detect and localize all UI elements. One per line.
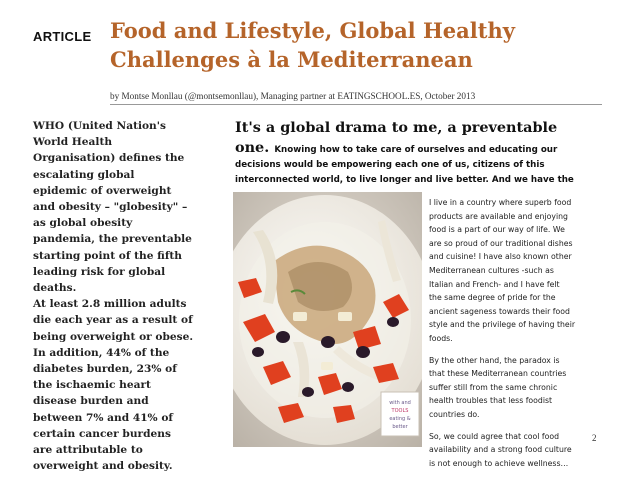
sidebar-line: leading risk for global xyxy=(33,265,166,278)
lead-line: decisions would be empowering each one of us, citizens of this xyxy=(235,160,545,170)
sticker-text: better xyxy=(392,424,408,430)
article-title xyxy=(110,16,610,74)
body-line: Italian and French- and I have felt xyxy=(429,279,560,289)
page-number: 2 xyxy=(592,433,597,443)
body-line: products are available and enjoying xyxy=(429,211,568,221)
sidebar-line: overweight and obesity. xyxy=(33,460,173,473)
body-paragraph xyxy=(429,430,601,471)
body-line: countries do. xyxy=(429,409,480,419)
header-divider xyxy=(110,104,602,105)
body-line: suffer still from the same chronic xyxy=(429,382,558,392)
sidebar-line: pandemia, the preventable xyxy=(33,233,192,246)
body-line: is not enough to achieve wellness… xyxy=(429,458,569,468)
sidebar-line: diabetes burden, 23% of xyxy=(33,363,177,376)
byline: by Montse Monllau (@montsemonllau), Managing partner at EATINGSCHOOL.ES, October 2013 xyxy=(110,91,476,101)
sidebar-line: deaths. xyxy=(33,282,77,295)
sidebar-line: escalating global xyxy=(33,168,135,181)
body-line: and cuisine! I have also known other xyxy=(429,252,572,262)
body-line: ancient sageness towards their food xyxy=(429,306,570,316)
body-paragraph xyxy=(429,196,601,346)
sidebar-line: epidemic of overweight xyxy=(33,184,172,197)
sidebar-quote xyxy=(33,118,221,474)
lead-line xyxy=(235,137,595,158)
sidebar-line: disease burden and xyxy=(33,395,149,408)
body-line: health troubles that less foodist xyxy=(429,396,553,406)
body-line: the same degree of pride for the xyxy=(429,293,556,303)
sidebar-line: the ischaemic heart xyxy=(33,379,151,392)
sidebar-line: At least 2.8 million adults xyxy=(33,298,187,311)
lead-text: Knowing how to take care of ourselves and educating our xyxy=(274,145,558,155)
body-line: style and the privilege of having their xyxy=(429,320,576,330)
lead-line: interconnected world, to live longer and live better. And we have the xyxy=(235,175,574,185)
sidebar-line: starting point of the fifth xyxy=(33,249,182,262)
sidebar-line: as global obesity xyxy=(33,217,133,230)
sidebar-line: WHO (United Nation's xyxy=(33,120,166,132)
salad-plate-image xyxy=(233,192,422,447)
body-line: foods. xyxy=(429,333,453,343)
sticker-text: with and xyxy=(389,400,411,406)
body-line: are so proud of our traditional dishes xyxy=(429,238,573,248)
lead-paragraph xyxy=(235,118,595,203)
sidebar-line: between 7% and 41% of xyxy=(33,411,173,424)
sidebar-line: and obesity – "globesity" – xyxy=(33,201,188,214)
sidebar-line: certain cancer burdens xyxy=(33,427,171,440)
sidebar-line: die each year as a result of xyxy=(33,314,193,327)
sidebar-line: In addition, 44% of the xyxy=(33,346,170,359)
title-line: Challenges à la Mediterranean xyxy=(110,47,473,72)
body-line: So, we could agree that cool food xyxy=(429,431,559,441)
lead-line: It's a global drama to me, a preventable xyxy=(235,119,558,136)
body-text xyxy=(429,196,601,478)
body-line: availability and a strong food culture xyxy=(429,445,572,455)
body-paragraph xyxy=(429,354,601,422)
sticker-text: eating & xyxy=(389,416,411,422)
sidebar-line: World Health xyxy=(33,136,113,149)
body-line: Mediterranean cultures -such as xyxy=(429,265,554,275)
sidebar-line: are attributable to xyxy=(33,444,143,457)
sidebar-line: being overweight or obese. xyxy=(33,330,194,343)
body-line: that these Mediterranean countries xyxy=(429,369,567,379)
sidebar-line: Organisation) defines the xyxy=(33,152,185,165)
sticker-text: TOOLS xyxy=(391,408,409,414)
lead-word: one. xyxy=(235,139,270,156)
section-label: ARTICLE xyxy=(33,29,92,44)
body-line: food is a part of our way of life. We xyxy=(429,225,565,235)
body-line: By the other hand, the paradox is xyxy=(429,355,560,365)
body-line: I live in a country where superb food xyxy=(429,198,572,207)
salad-plate-photo xyxy=(233,192,422,447)
title-line: Food and Lifestyle, Global Healthy xyxy=(110,18,515,43)
